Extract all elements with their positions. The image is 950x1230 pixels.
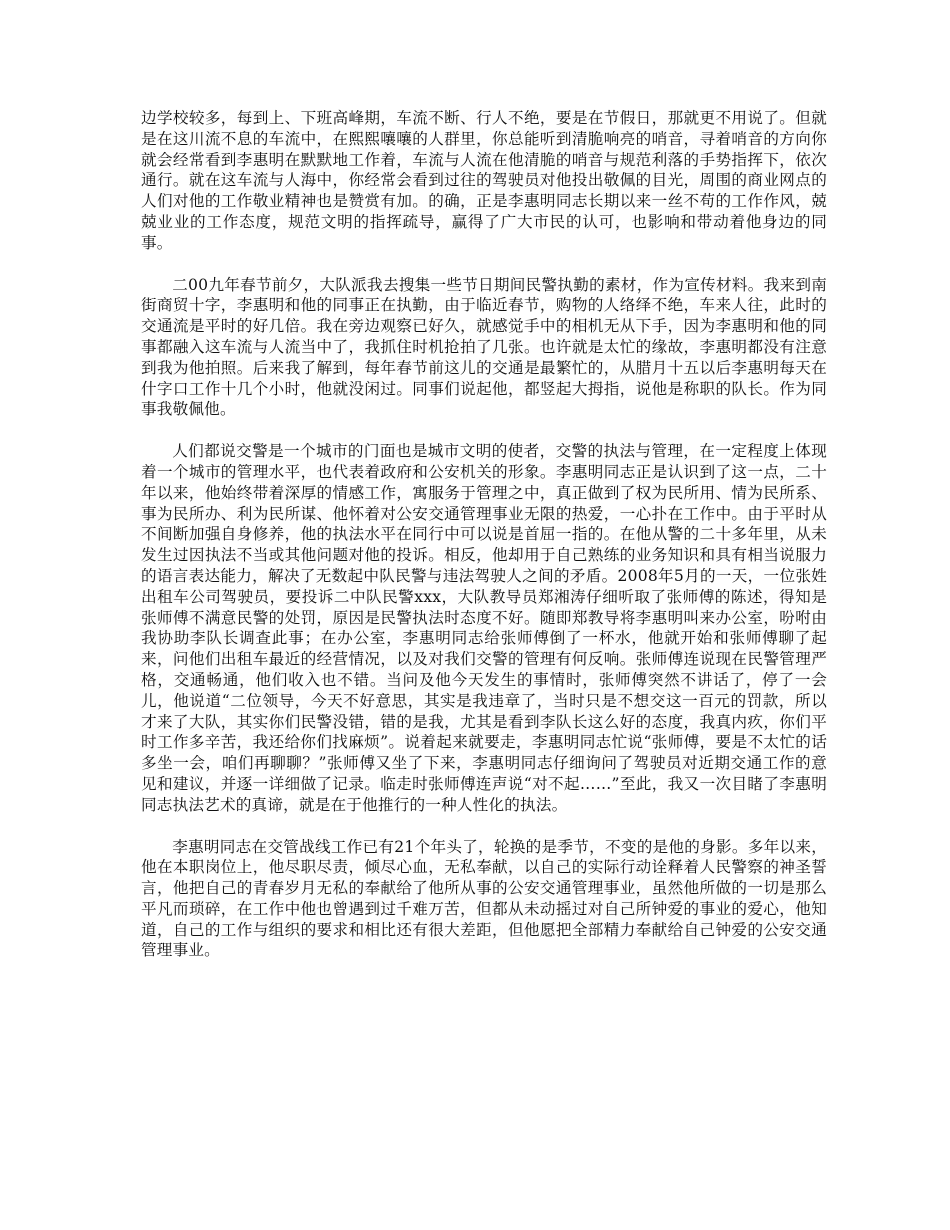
paragraph-3: 人们都说交警是一个城市的门面也是城市文明的使者，交警的执法与管理，在一定程度上体现着一个城市的管理水平，也代表着政府和公安机关的形象。李惠明同志正是认识到了这一点，二十年以来，他始终带着深厚的情感工作，寓服务于管理之中，真正做到了权为民所用、情为民所系、事为民所办、利为民所谋、他怀着对公安交通管理事业无限的热爱，一心扑在工作中。由于平时从不间断加强自身修养，他的执法水平在同行中可以说是首屈一指的。在他从警的二十多年里，从未发生过因执法不当或其他问题对他的投诉。相反，他却用于自己熟练的业务知识和具有相当说服力的语言表达能力，解决了无数起中队民警与违法驾驶人之间的矛盾。2008年5月的一天，一位张姓出租车公司驾驶员，要投诉二中队民警xxx，大队教导员郑湘涛仔细听取了张师傅的陈述，得知是张师傅不满意民警的处罚，原因是民警执法时态度不好。随即郑教导将李惠明叫来办公室，吩咐由我协助李队长调查此事；在办公室，李惠明同志给张师傅倒了一杯水，他就开始和张师傅聊了起来，问他们出租车最近的经营情况，以及对我们交警的管理有何反响。张师傅连说现在民警管理严格，交通畅通，他们收入也不错。当问及他今天发生的事情时，张师傅突然不讲话了，停了一会儿，他说道“二位领导，今天不好意思，其实是我违章了，当时只是不想交这一百元的罚款，所以才来了大队，其实你们民警没错，错的是我，尤其是看到李队长这么好的态度，我真内疚，你们平时工作多辛苦，我还给你们找麻烦”。说着起来就要走，李惠明同志忙说“张师傅，要是不太忙的话多坐一会，咱们再聊聊？”张师傅又坐了下来，李惠明同志仔细询问了驾驶员对近期交通工作的意见和建议，并逐一详细做了记录。临走时张师傅连声说“对不起……”至此，我又一次目睹了李惠明同志执法艺术的真谛，就是在于他推行的一种人性化的执法。 xyxy=(141,442,827,814)
document-body xyxy=(141,108,827,982)
paragraph-2: 二00九年春节前夕，大队派我去搜集一些节日期间民警执勤的素材，作为宣传材料。我来到南街商贸十字，李惠明和他的同事正在执勤，由于临近春节，购物的人络绎不绝，车来人往，此时的交通流是平时的好几倍。我在旁边观察已好久，就感觉手中的相机无从下手，因为李惠明和他的同事都融入这车流与人流当中了，我抓住时机抢拍了几张。也许就是太忙的缘故，李惠明都没有注意到我为他拍照。后来我了解到，每年春节前这儿的交通是最繁忙的，从腊月十五以后李惠明每天在什字口工作十几个小时，他就没闲过。同事们说起他，都竖起大拇指，说他是称职的队长。作为同事我敬佩他。 xyxy=(141,275,827,419)
paragraph-1: 边学校较多，每到上、下班高峰期，车流不断、行人不绝，要是在节假日，那就更不用说了。但就是在这川流不息的车流中，在熙熙嚷嚷的人群里，你总能听到清脆响亮的哨音，寻着哨音的方向你就会经常看到李惠明在默默地工作着，车流与人流在他清脆的哨音与规范利落的手势指挥下，依次通行。就在这车流与人海中，你经常会看到过往的驾驶员对他投出敬佩的目光，周围的商业网点的人们对他的工作敬业精神也是赞赏有加。的确，正是李惠明同志长期以来一丝不苟的工作作风，兢兢业业的工作态度，规范文明的指挥疏导，赢得了广大市民的认可，也影响和带动着他身边的同事。 xyxy=(141,109,827,252)
paragraph-4: 李惠明同志在交管战线工作已有21个年头了，轮换的是季节，不变的是他的身影。多年以来，他在本职岗位上，他尽职尽责，倾尽心血，无私奉献，以自己的实际行动诠释着人民警察的神圣誓言，他把自己的青春岁月无私的奉献给了他所从事的公安交通管理事业，虽然他所做的一切是那么平凡而琐碎，在工作中他也曾遇到过千难万苦，但都从未动摇过对自己所钟爱的事业的爱心，他知道，自己的工作与组织的要求和相比还有很大差距，但他愿把全部精力奉献给自己钟爱的公安交通管理事业。 xyxy=(141,837,827,960)
